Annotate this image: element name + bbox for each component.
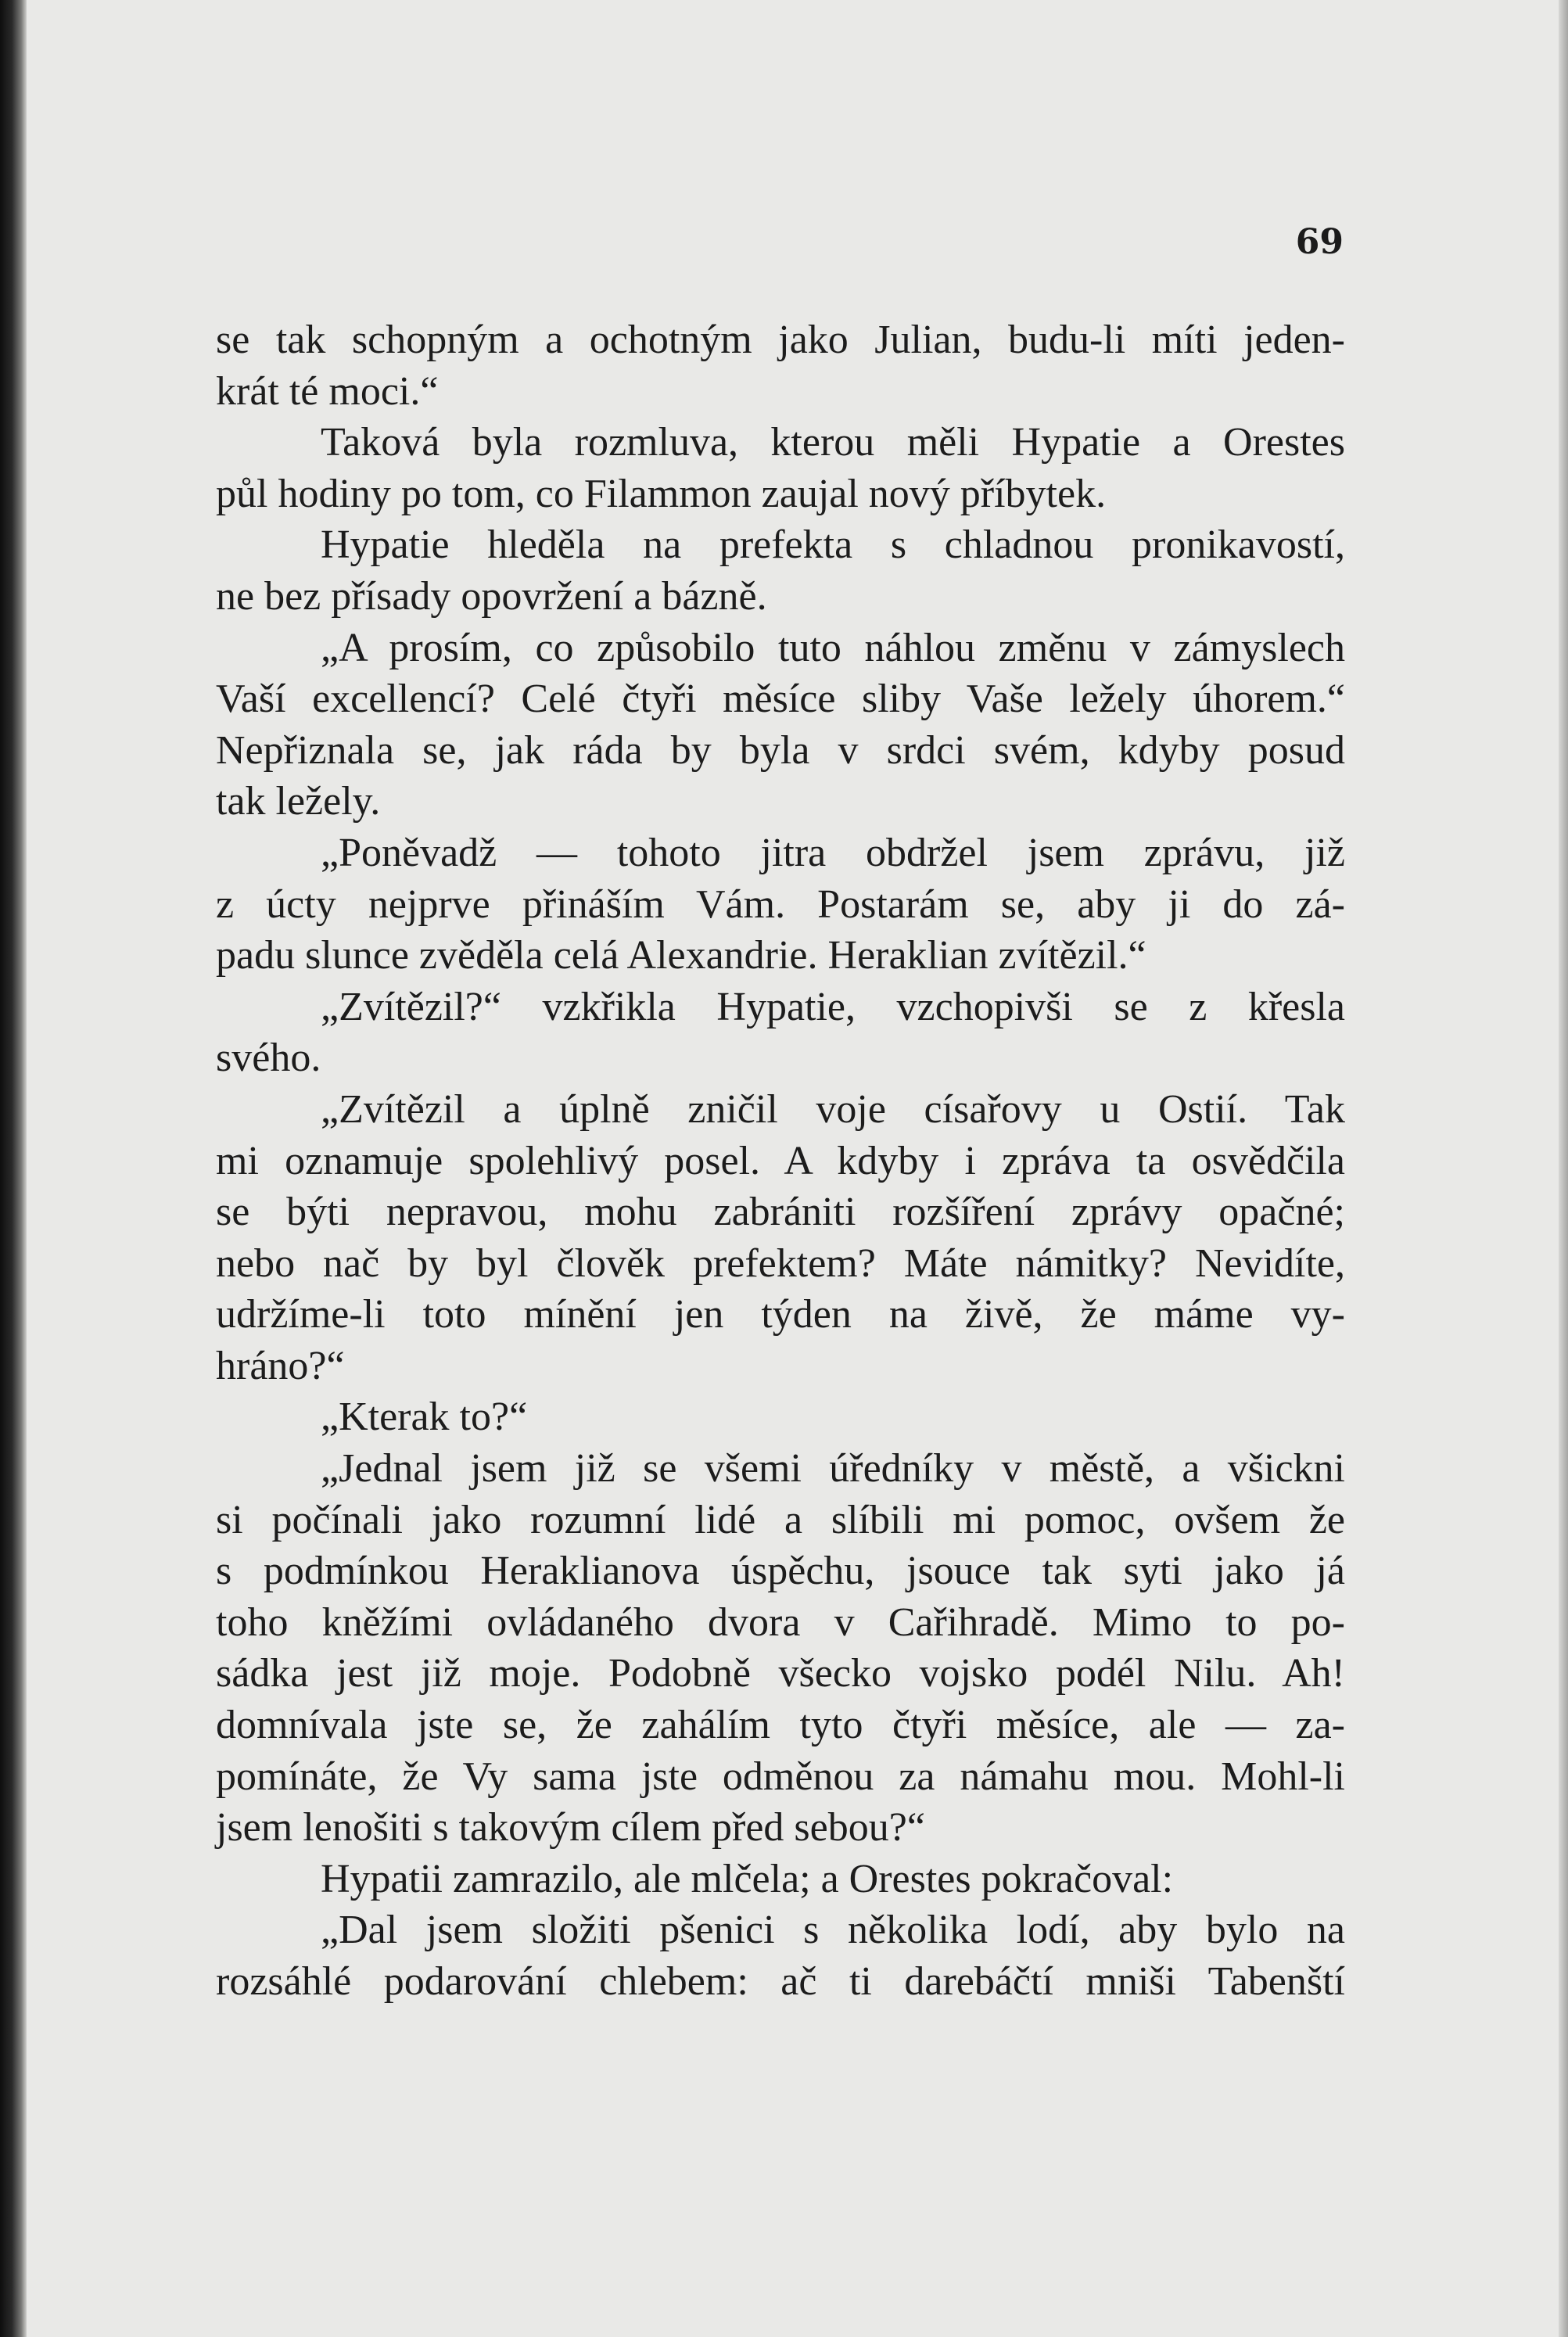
scan-binding-shadow — [0, 0, 27, 2337]
text-line: pomínáte, že Vy sama jste odměnou za námahu mou. Mohl-li — [216, 1754, 1345, 1799]
paragraph — [216, 417, 1345, 519]
text-line: si počínali jako rozumní lidé a slíbili mi pomoc, ovšem že — [216, 1497, 1345, 1542]
text-line: tak ležely. — [216, 779, 381, 824]
text-line: Taková byla rozmluva, kterou měli Hypatie a Orestes — [321, 420, 1345, 465]
text-line: Hypatie hleděla na prefekta s chladnou pronikavostí, — [321, 522, 1345, 568]
text-line: Hypatii zamrazilo, ale mlčela; a Orestes pokračoval: — [321, 1856, 1174, 1901]
text-line: se tak schopným a ochotným jako Julian, budu-li míti jeden- — [216, 318, 1345, 362]
text-line: nebo nač by byl člověk prefektem? Máte námitky? Nevidíte, — [216, 1240, 1345, 1286]
text-line: „Dal jsem složiti pšenici s několika lodí, aby bylo na — [321, 1908, 1345, 1953]
text-line: půl hodiny po tom, co Filammon zaujal nový příbytek. — [216, 471, 1107, 516]
text-line: z úcty nejprve přináším Vám. Postarám se, aby ji do zá- — [216, 881, 1345, 927]
paragraph — [216, 519, 1345, 622]
text-line: domnívala jste se, že zahálím tyto čtyři měsíce, ale — za- — [216, 1703, 1345, 1748]
paragraph — [216, 982, 1345, 1084]
text-line: se býti nepravou, mohu zabrániti rozšíření zprávy opačné; — [216, 1190, 1345, 1235]
text-line: krát té moci.“ — [216, 368, 439, 414]
text-line: „Zvítězil?“ vzkřikla Hypatie, vzchopivši se z křesla — [321, 984, 1345, 1029]
paragraph — [216, 1854, 1345, 1905]
text-line: hráno?“ — [216, 1343, 345, 1388]
text-line: mi oznamuje spolehlivý posel. A kdyby i zpráva ta osvědčila — [216, 1138, 1345, 1183]
text-line: „Poněvadž — tohoto jitra obdržel jsem zprávu, již — [321, 830, 1345, 875]
text-line: rozsáhlé podarování chlebem: ač ti darebáčtí mniši Tabenští — [216, 1959, 1345, 2004]
page-number: 69 — [1295, 222, 1344, 262]
text-line: toho kněžími ovládaného dvora v Cařihradě. Mimo to po- — [216, 1599, 1345, 1645]
text-line: sádka jest již moje. Podobně všecko vojsko podél Nilu. Ah! — [216, 1651, 1345, 1696]
body-text — [216, 314, 1345, 2008]
text-line: „Jednal jsem již se všemi úředníky v městě, a všickni — [321, 1446, 1345, 1492]
paragraph — [216, 623, 1345, 827]
paragraph — [216, 1443, 1345, 1854]
text-line: Vaší excellencí? Celé čtyři měsíce sliby Vaše ležely úhorem.“ — [216, 677, 1345, 722]
text-line: s podmínkou Heraklianova úspěchu, jsouce tak syti jako já — [216, 1549, 1345, 1594]
paragraph — [216, 1391, 1345, 1443]
paragraph — [216, 314, 1345, 417]
text-line: udržíme-li toto mínění jen týden na živě, že máme vy- — [216, 1292, 1345, 1337]
text-line: „Kterak to?“ — [321, 1395, 528, 1440]
paragraph — [216, 1904, 1345, 2007]
text-line: „A prosím, co způsobilo tuto náhlou změnu v zámyslech — [321, 625, 1345, 670]
text-line: padu slunce zvěděla celá Alexandrie. Heraklian zvítězil.“ — [216, 933, 1146, 978]
text-line: Nepřiznala se, jak ráda by byla v srdci svém, kdyby posud — [216, 727, 1345, 773]
scan-page-edge — [1559, 0, 1568, 2337]
text-line: svého. — [216, 1036, 321, 1081]
paragraph — [216, 1084, 1345, 1392]
text-line: jsem lenošiti s takovým cílem před sebou?“ — [216, 1805, 925, 1851]
paragraph — [216, 827, 1345, 982]
text-line: ne bez přísady opovržení a bázně. — [216, 573, 767, 619]
text-line: „Zvítězil a úplně zničil voje císařovy u Ostií. Tak — [321, 1086, 1345, 1132]
